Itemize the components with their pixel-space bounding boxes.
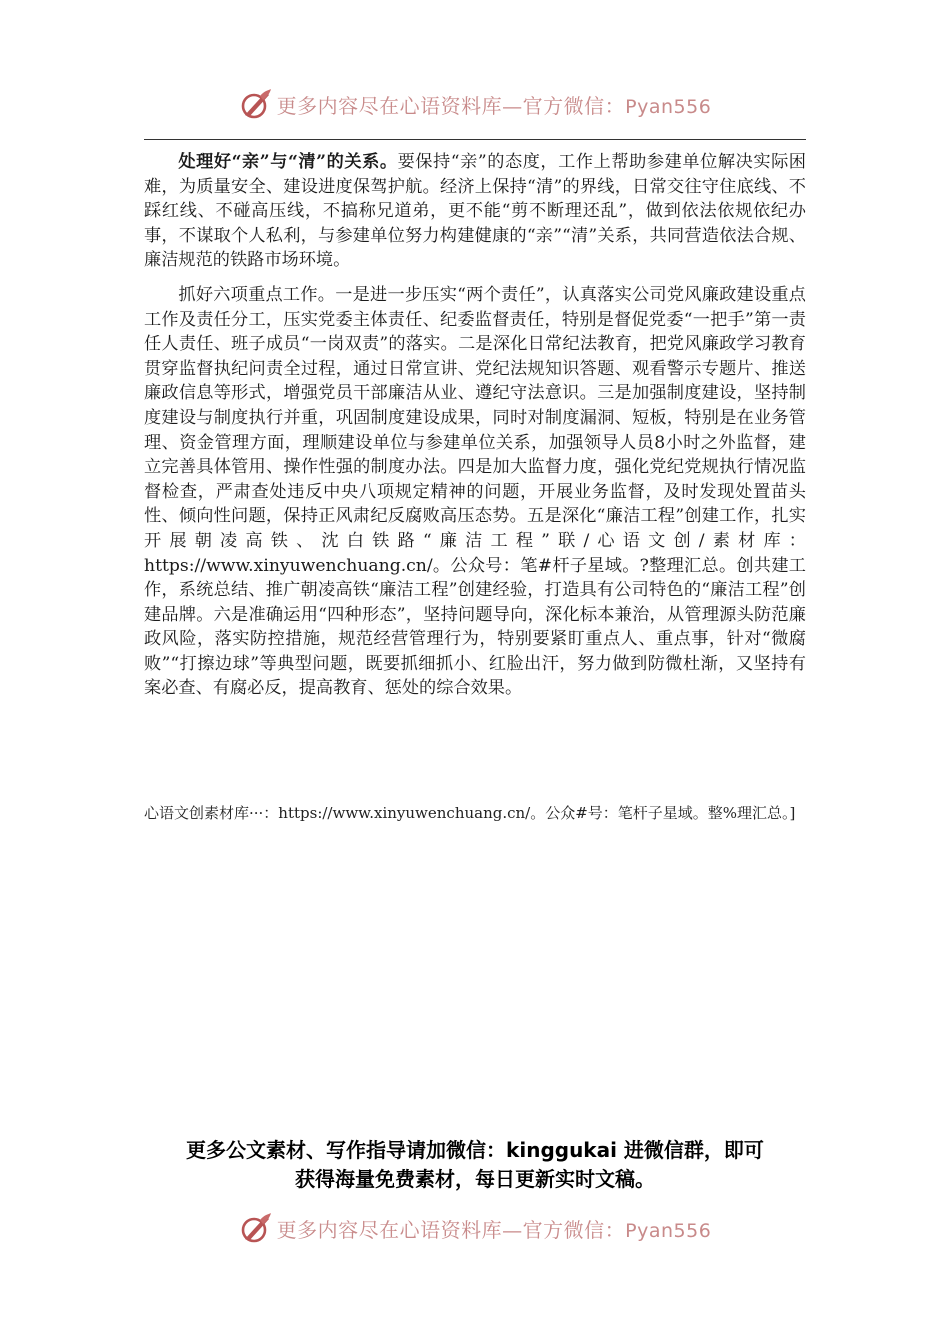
banner-wechat-id: Pyan556 xyxy=(625,95,712,118)
header-rule xyxy=(144,139,806,140)
quill-logo-icon xyxy=(239,1211,273,1245)
quill-logo-icon xyxy=(239,87,273,121)
promo-line: 获得海量免费素材，每日更新实时文稿。 xyxy=(295,1167,655,1191)
paragraph-relations xyxy=(144,150,806,273)
header-banner xyxy=(0,84,950,124)
source-note: 心语文创素材库···：https://www.xinyuwenchuang.cn/。公众#号：笔杆子星域。整%理汇总。] xyxy=(144,804,796,822)
banner-text-cn: 更多内容尽在心语资料库—官方微信： xyxy=(276,1217,626,1242)
paragraph-text: 要保持“亲”的态度，工作上帮助参建单位解决实际困难，为质量安全、建设进度保驾护航。经济上保持“清”的界线，日常交往守住底线、不踩红线、不碰高压线，不搞称兄道弟，更不能“剪不断理还乱”，做到依法依规依纪办事，不谋取个人私利，与参建单位努力构建健康的“亲”“清”关系，共同营造依法合规、廉洁规范的铁路市场环境。 xyxy=(144,152,806,271)
paragraph-text: 抓好六项重点工作。一是进一步压实“两个责任”，认真落实公司党风廉政建设重点工作及责任分工，压实党委主体责任、纪委监督责任，特别是督促党委“一把手”第一责任人责任、班子成员“一岗双责”的落实。二是深化日常纪法教育，把党风廉政学习教育贯穿监督执纪问责全过程，通过日常宣讲、党纪法规知识答题、观看警示专题片、推送廉政信息等形式，增强党员干部廉洁从业、遵纪守法意识。三是加强制度建设，坚持制度建设与制度执行并重，巩固制度建设成果，同时对制度漏洞、短板，特别是在业务管理、资金管理方面，理顺建设单位与参建单位关系，加强领导人员8小时之外监督，建立完善具体管用、操作性强的制度办法。四是加大监督力度，强化党纪党规执行情况监督检查，严肃查处违反中央八项规定精神的问题，开展业务监督，及时发现处置苗头性、倾向性问题，保持正风肃纪反腐败高压态势。五是深化“廉洁工程”创建工作，扎实开展朝凌高铁、沈白铁路“廉洁工程”联/心语文创/素材库：https://www.xinyuwenchuang.cn/。公众号：笔#杆子星域。?整理汇总。创共建工作，系统总结、推广朝凌高铁“廉洁工程”创建经验，打造具有公司特色的“廉洁工程”创建品牌。六是准确运用“四种形态”，坚持问题导向，深化标本兼治，从管理源头防范廉政风险，落实防控措施，规范经营管理行为，特别要紧盯重点人、重点事，针对“微腐败”“打擦边球”等典型问题，既要抓细抓小、红脸出汗，努力做到防微杜渐，又坚持有案必查、有腐必反，提高教育、惩处的综合效果。 xyxy=(144,284,806,699)
promo-block xyxy=(144,1136,806,1194)
paragraph-lead: 处理好“亲”与“清”的关系。 xyxy=(178,152,398,172)
banner-text-cn: 更多内容尽在心语资料库—官方微信： xyxy=(276,93,626,118)
article-body xyxy=(144,150,806,711)
promo-line: 更多公文素材、写作指导请加微信：kinggukai 进微信群，即可 xyxy=(186,1138,764,1162)
paragraph-six-tasks xyxy=(144,283,806,701)
banner-text xyxy=(277,90,712,119)
banner-text xyxy=(277,1214,712,1243)
banner-wechat-id: Pyan556 xyxy=(625,1219,712,1242)
footer-banner xyxy=(0,1208,950,1248)
